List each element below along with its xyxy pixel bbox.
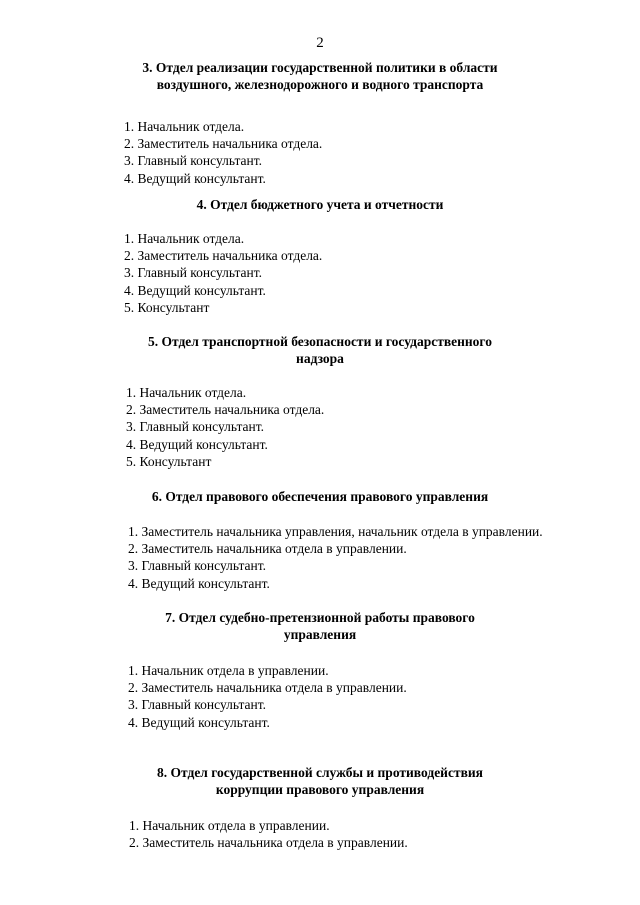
list-item: 2. Заместитель начальника отдела. — [126, 402, 325, 418]
list-item: 1. Начальник отдела в управлении. — [128, 663, 329, 678]
list-item: 2. Заместитель начальника отдела. — [124, 248, 323, 264]
list-item: 1. Начальник отдела в управлении. — [129, 818, 330, 833]
list-item: 4. Ведущий консультант. — [124, 170, 266, 186]
section-title-line: управления — [283, 627, 357, 642]
list-item: 4. Ведущий консультант. — [128, 714, 270, 730]
list-item: 3. Главный консультант. — [124, 265, 263, 281]
position-list — [129, 817, 640, 851]
section-title-line: 8. Отдел государственной службы и противодействия — [157, 765, 483, 780]
list-item: 2. Заместитель начальника отдела в управлении. — [128, 680, 407, 696]
section-7 — [0, 609, 640, 731]
section-3 — [0, 59, 640, 187]
section-title-line: надзора — [296, 351, 344, 366]
list-item: 1. Заместитель начальника управления, начальник отдела в управлении. — [128, 524, 543, 539]
section-8 — [0, 764, 640, 851]
list-item: 1. Начальник отдела. — [126, 385, 247, 400]
list-item: 4. Ведущий консультант. — [126, 436, 268, 452]
list-item: 3. Главный консультант. — [128, 558, 267, 574]
section-title — [0, 196, 640, 213]
section-4 — [0, 196, 640, 316]
section-title — [0, 59, 640, 93]
section-title — [0, 609, 640, 643]
position-list — [128, 662, 640, 731]
position-list — [124, 118, 640, 187]
section-title-line: воздушного, железнодорожного и водного транспорта — [156, 77, 484, 92]
section-title-line: 7. Отдел судебно-претензионной работы правового — [165, 610, 475, 625]
section-title-line: 6. Отдел правового обеспечения правового управления — [151, 489, 489, 504]
list-item: 2. Заместитель начальника отдела. — [124, 136, 323, 152]
list-item: 3. Главный консультант. — [124, 153, 263, 169]
list-item: 5. Консультант — [124, 299, 210, 315]
list-item: 1. Начальник отдела. — [124, 119, 245, 134]
section-title — [0, 333, 640, 367]
section-title — [0, 764, 640, 798]
section-title-line: 3. Отдел реализации государственной политики в области — [142, 60, 498, 75]
section-5 — [0, 333, 640, 470]
section-6 — [0, 488, 640, 592]
list-item: 1. Начальник отдела. — [124, 231, 245, 246]
position-list — [124, 230, 640, 316]
section-title-line: коррупции правового управления — [215, 782, 425, 797]
list-item: 3. Главный консультант. — [126, 419, 265, 435]
list-item: 2. Заместитель начальника отдела в управлении. — [128, 541, 407, 557]
section-title — [0, 488, 640, 505]
list-item: 4. Ведущий консультант. — [124, 282, 266, 298]
list-item: 4. Ведущий консультант. — [128, 575, 270, 591]
list-item: 3. Главный консультант. — [128, 697, 267, 713]
position-list — [126, 384, 640, 470]
page-number: 2 — [316, 35, 324, 51]
section-title-line: 5. Отдел транспортной безопасности и государственного — [148, 334, 492, 349]
list-item: 5. Консультант — [126, 453, 212, 469]
section-title-line: 4. Отдел бюджетного учета и отчетности — [196, 197, 444, 212]
position-list — [128, 523, 640, 592]
list-item: 2. Заместитель начальника отдела в управлении. — [129, 835, 408, 851]
